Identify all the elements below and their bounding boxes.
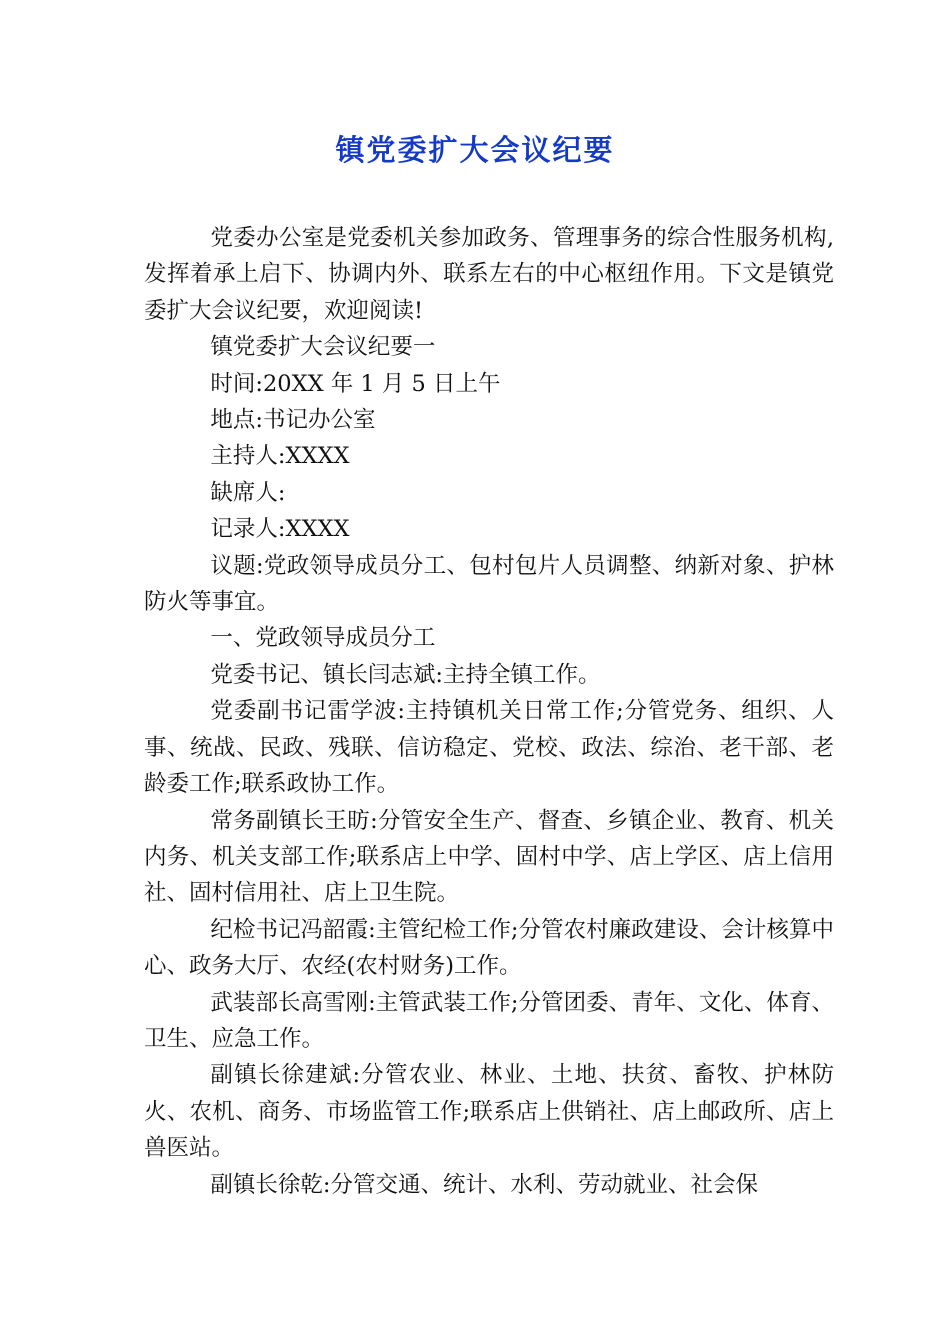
document-title: 镇党委扩大会议纪要 — [335, 133, 615, 167]
duty-paragraph: 武装部长高雪刚:主管武装工作;分管团委、青年、文化、体育、卫生、应急工作。 — [144, 989, 834, 1052]
meeting-recorder: 记录人:XXXX — [210, 516, 350, 543]
duty-paragraph: 党委书记、镇长闫志斌:主持全镇工作。 — [210, 661, 601, 688]
section-heading: 一、党政领导成员分工 — [210, 625, 436, 652]
meeting-host: 主持人:XXXX — [210, 443, 350, 470]
intro-paragraph: 党委办公室是党委机关参加政务、管理事务的综合性服务机构,发挥着承上启下、协调内外、联系左右的中心枢纽作用。下文是镇党委扩大会议纪要，欢迎阅读! — [144, 225, 834, 324]
meeting-location: 地点:书记办公室 — [210, 407, 376, 434]
meeting-agenda: 议题:党政领导成员分工、包村包片人员调整、纳新对象、护林防火等事宜。 — [144, 552, 834, 616]
duty-paragraph: 纪检书记冯韶霞:主管纪检工作;分管农村廉政建设、会计核算中心、政务大厅、农经(农村财务)工作。 — [144, 916, 834, 980]
duty-paragraph: 副镇长徐建斌:分管农业、林业、土地、扶贫、畜牧、护林防火、农机、商务、市场监管工作;联系店上供销社、店上邮政所、店上兽医站。 — [144, 1062, 834, 1162]
meeting-time: 时间:20XX 年 1 月 5 日上午 — [210, 370, 501, 397]
meeting-absentees: 缺席人: — [210, 479, 286, 506]
document-body — [144, 220, 834, 1203]
duty-paragraph: 常务副镇长王昉:分管安全生产、督查、乡镇企业、教育、机关内务、机关支部工作;联系店上中学、固村中学、店上学区、店上信用社、固村信用社、店上卫生院。 — [144, 807, 834, 907]
duty-paragraph: 党委副书记雷学波:主持镇机关日常工作;分管党务、组织、人事、统战、民政、残联、信访稳定、党校、政法、综治、老干部、老龄委工作;联系政协工作。 — [144, 698, 834, 798]
duty-paragraph: 副镇长徐乾:分管交通、统计、水利、劳动就业、社会保 — [210, 1171, 758, 1198]
minutes-heading: 镇党委扩大会议纪要一 — [210, 334, 436, 361]
